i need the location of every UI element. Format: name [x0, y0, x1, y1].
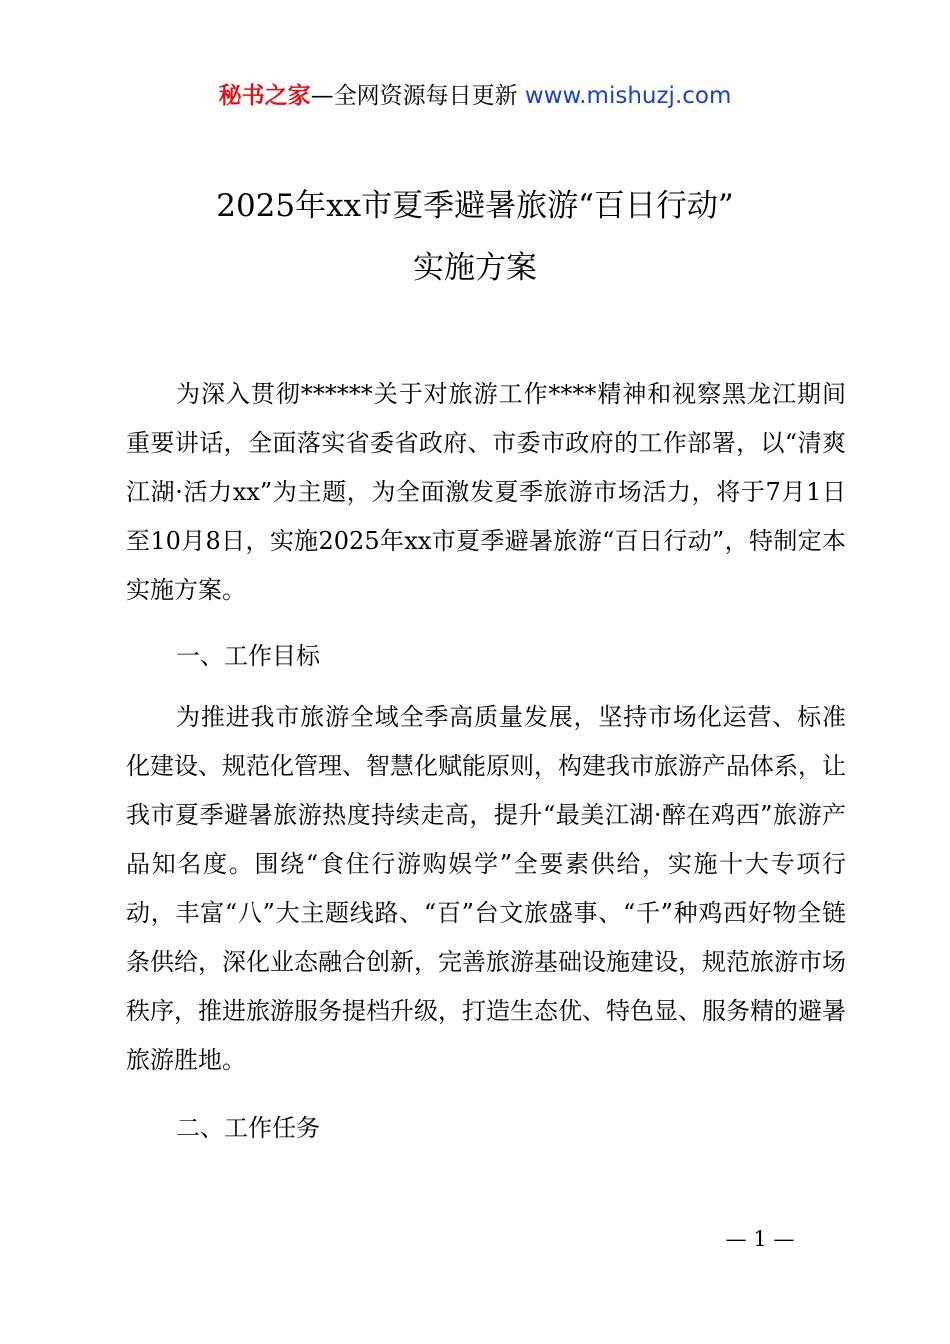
- site-tagline: —全网资源每日更新: [310, 83, 518, 109]
- document-title-line-1: 2025年xx市夏季避暑旅游“百日行动”: [216, 188, 734, 224]
- site-header: [0, 80, 950, 112]
- brand-name: 秘书之家: [218, 83, 311, 109]
- page-number: — 1 —: [725, 1227, 795, 1251]
- goals-section: [126, 693, 846, 1085]
- intro-paragraph: 为深入贯彻******关于对旅游工作****精神和视察黑龙江期间重要讲话，全面落实省委省政府、市委市政府的工作部署，以“清爽江湖·活力xx”为主题，为全面激发夏季旅游市场活力，将于7月1日至10月8日，实施2025年xx市夏季避暑旅游“百日行动”，特制定本实施方案。: [126, 380, 846, 604]
- section-heading-tasks: 二、工作任务: [176, 1114, 320, 1142]
- intro-section: [126, 370, 846, 615]
- goals-paragraph: 为推进我市旅游全域全季高质量发展，坚持市场化运营、标准化建设、规范化管理、智慧化赋能原则，构建我市旅游产品体系，让我市夏季避暑旅游热度持续走高，提升“最美江湖·醉在鸡西”旅游产品知名度。围绕“食住行游购娱学”全要素供给，实施十大专项行动，丰富“八”大主题线路、“百”台文旅盛事、“千”种鸡西好物全链条供给，深化业态融合创新，完善旅游基础设施建设，规范旅游市场秩序，推进旅游服务提档升级，打造生态优、特色显、服务精的避暑旅游胜地。: [126, 703, 846, 1074]
- site-url-link[interactable]: www.mishuzj.com: [524, 83, 732, 109]
- document-title-line-2: 实施方案: [413, 250, 537, 286]
- section-heading-goals: 一、工作目标: [176, 642, 320, 670]
